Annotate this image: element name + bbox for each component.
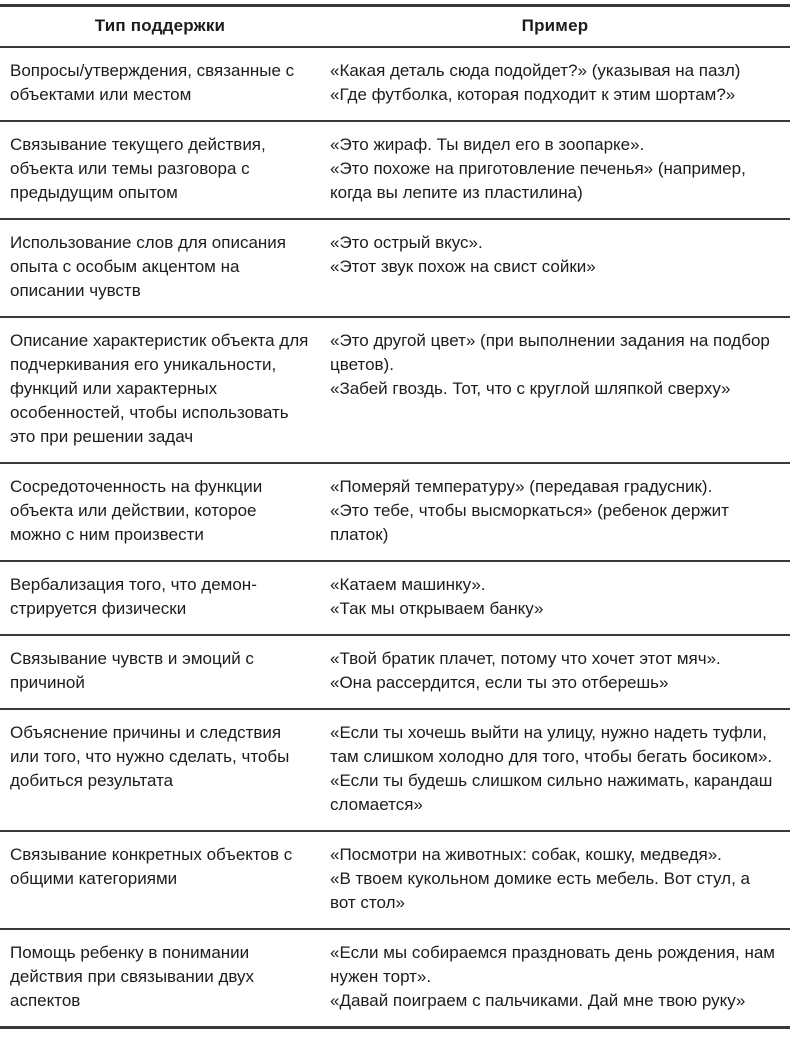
example-cell <box>320 635 790 709</box>
example-text: «Если ты будешь слишком сильно нажимать, карандаш сломается» <box>330 771 773 814</box>
table-row <box>0 121 790 219</box>
example-text: «Забей гвоздь. Тот, что с круглой шляпкой сверху» <box>330 379 731 398</box>
table-row <box>0 463 790 561</box>
support-type-cell: Помощь ребенку в понимании действия при связывании двух аспектов <box>10 943 255 1010</box>
column-header-example: Пример <box>320 6 790 48</box>
example-cell <box>320 709 790 831</box>
support-types-table <box>0 4 790 1029</box>
example-text: «Она рассердится, если ты это отберешь» <box>330 673 669 692</box>
example-text: «Померяй температуру» (передавая градусник). <box>330 477 713 496</box>
example-cell <box>320 561 790 635</box>
support-type-cell: Использование слов для описания опыта с особым акцентом на описании чувств <box>0 219 320 317</box>
support-type-cell: Сосредоточенность на функции объекта или действии, которое можно с ним произвести <box>0 463 320 561</box>
example-text: «Это острый вкус». <box>330 233 483 252</box>
table-row <box>0 47 790 121</box>
support-type-cell: Связывание чувств и эмоций с причиной <box>0 635 320 709</box>
table-row <box>0 317 790 463</box>
table-row <box>0 929 790 1028</box>
example-cell <box>320 831 790 929</box>
example-cell <box>320 463 790 561</box>
example-text: «Какая деталь сюда подойдет?» (указывая на пазл) <box>330 61 741 80</box>
support-type-cell: Объяснение причины и следствия или того, что нужно сделать, чтобы добиться результата <box>0 709 320 831</box>
example-text: «Если мы собираемся праздновать день рождения, нам нужен торт». <box>330 943 775 986</box>
example-text: «Твой братик плачет, потому что хочет этот мяч». <box>330 649 721 668</box>
table-row <box>0 831 790 929</box>
table-header-row <box>0 6 790 48</box>
example-text: «В твоем кукольном домике есть мебель. Вот стул, а вот стол» <box>330 869 750 912</box>
support-type-cell: Связывание текущего действия, объекта или темы разговора с предыдущим опытом <box>0 121 320 219</box>
table-row <box>0 635 790 709</box>
example-text: «Если ты хочешь выйти на улицу, нужно надеть туфли, там слишком холодно для того, чтобы бегать босиком». <box>330 723 773 766</box>
example-cell <box>320 47 790 121</box>
example-cell <box>320 219 790 317</box>
example-cell <box>320 929 790 1028</box>
example-text: «Катаем машинку». <box>330 575 486 594</box>
support-type-cell: Вопросы/утверждения, связанные с объектами или местом <box>0 47 320 121</box>
example-text: «Посмотри на животных: собак, кошку, медведя». <box>330 845 722 864</box>
example-text: «Этот звук похож на свист сойки» <box>330 257 596 276</box>
example-text: «Это похоже на приготовление печенья» (например, когда вы лепите из пластилина) <box>330 159 746 202</box>
example-text: «Это тебе, чтобы высморкаться» (ребенок держит платок) <box>330 501 729 544</box>
support-type-cell: Описание характеристик объекта для подчеркивания его уникальности, функций или характерных особенностей, чтобы использовать это при решении задач <box>0 317 320 463</box>
example-text: «Это жираф. Ты видел его в зоопарке». <box>330 135 645 154</box>
example-text: «Давай поиграем с пальчиками. Дай мне твою руку» <box>330 991 746 1010</box>
support-type-cell: Связывание конкретных объектов с общими категориями <box>0 831 320 929</box>
support-type-cell: Вербализация того, что демонстрируется физически <box>0 561 320 635</box>
column-header-support-type: Тип поддержки <box>0 6 320 48</box>
example-text: «Так мы открываем банку» <box>330 599 544 618</box>
example-cell <box>320 121 790 219</box>
table-row <box>0 709 790 831</box>
example-text: «Это другой цвет» (при выполнении задания на подбор цветов). <box>330 331 770 374</box>
table-row <box>0 561 790 635</box>
example-text: «Где футболка, которая подходит к этим шортам?» <box>330 85 736 104</box>
table-row <box>0 219 790 317</box>
example-cell <box>320 317 790 463</box>
